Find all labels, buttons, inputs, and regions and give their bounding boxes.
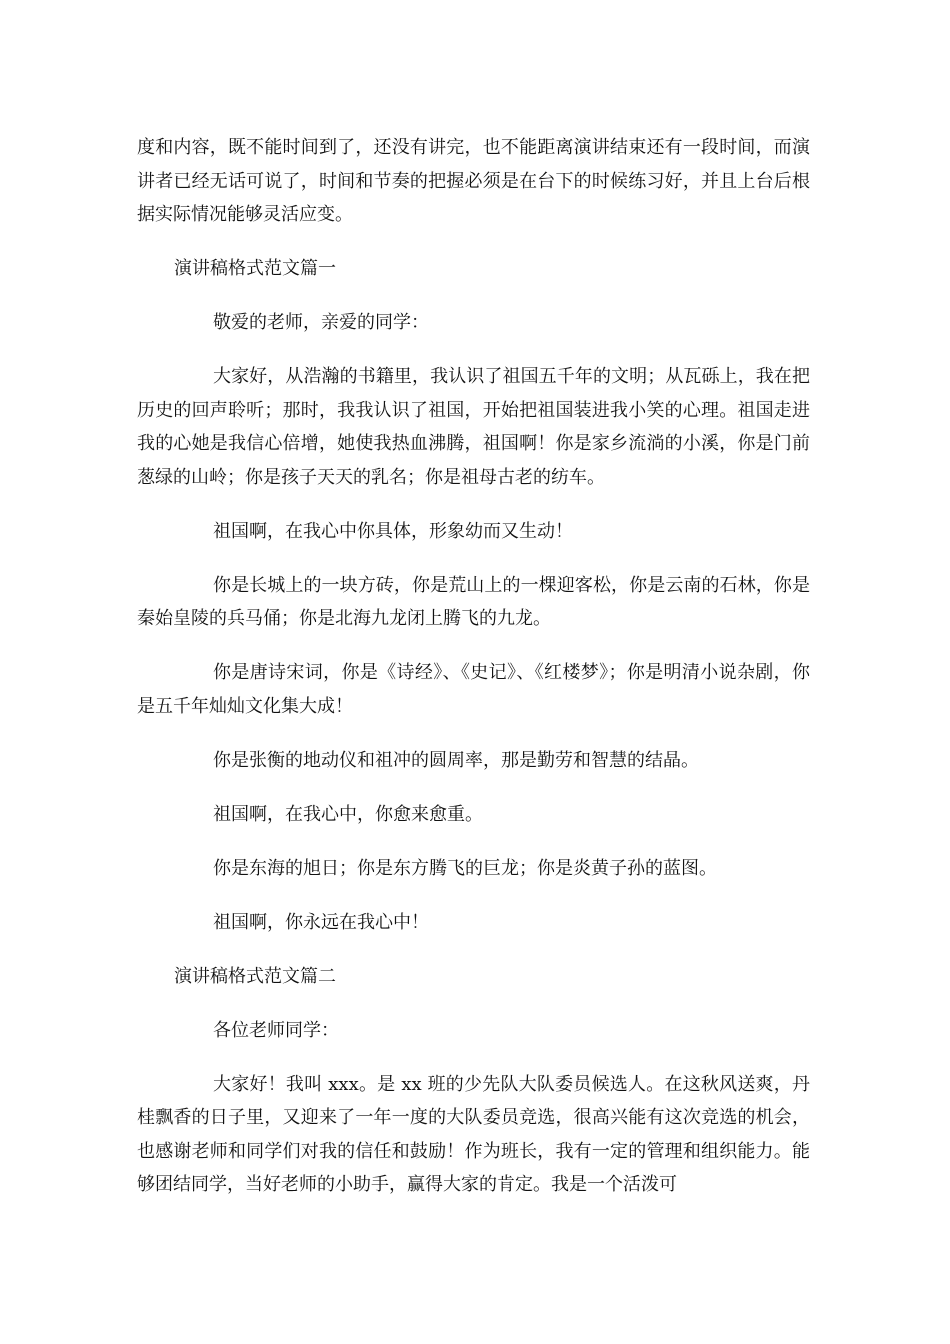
paragraph: 你是东海的旭日；你是东方腾飞的巨龙；你是炎黄子孙的蓝图。 [213, 857, 717, 879]
document-body [137, 131, 810, 1222]
paragraph: 祖国啊，你永远在我心中！ [213, 911, 429, 933]
paragraph-intro-continued: 度和内容，既不能时间到了，还没有讲完，也不能距离演讲结束还有一段时间，而演讲者已经无话可说了，时间和节奏的把握必须是在台下的时候练习好，并且上台后根据实际情况能够灵活应变。 [137, 137, 810, 225]
paragraph: 祖国啊，在我心中，你愈来愈重。 [213, 803, 483, 825]
salutation-1: 敬爱的老师，亲爱的同学： [213, 312, 429, 333]
paragraph: 你是长城上的一块方砖，你是荒山上的一棵迎客松，你是云南的石林，你是秦始皇陵的兵马俑；你是北海九龙闭上腾飞的九龙。 [137, 574, 810, 629]
paragraph: 大家好！我叫 xxx。是 xx 班的少先队大队委员候选人。在这秋风送爽，丹桂飘香的日子里，又迎来了一年一度的大队委员竞选，很高兴能有这次竞选的机会，也感谢老师和同学们对我的信任和鼓励！作为班长，我有一定的管理和组织能力。能够团结同学，当好老师的小助手，赢得大家的肯定。我是一个活泼可 [137, 1073, 810, 1195]
paragraph: 大家好，从浩瀚的书籍里，我认识了祖国五千年的文明；从瓦砾上，我在把历史的回声聆听；那时，我我认识了祖国，开始把祖国装进我小笑的心理。祖国走进我的心她是我信心倍增，她使我热血沸腾，祖国啊！你是家乡流淌的小溪，你是门前葱绿的山岭；你是孩子天天的乳名；你是祖母古老的纺车。 [137, 366, 810, 488]
paragraph: 你是唐诗宋词，你是《诗经》、《史记》、《红楼梦》；你是明清小说杂剧，你是五千年灿灿文化集大成！ [137, 662, 810, 717]
paragraph: 祖国啊，在我心中你具体，形象幼而又生动！ [213, 520, 573, 542]
paragraph: 你是张衡的地动仪和祖冲的圆周率，那是勤劳和智慧的结晶。 [213, 749, 699, 771]
section-heading-1: 演讲稿格式范文篇一 [174, 258, 336, 279]
section-heading-2: 演讲稿格式范文篇二 [174, 965, 336, 987]
salutation-2: 各位老师同学： [213, 1019, 339, 1041]
